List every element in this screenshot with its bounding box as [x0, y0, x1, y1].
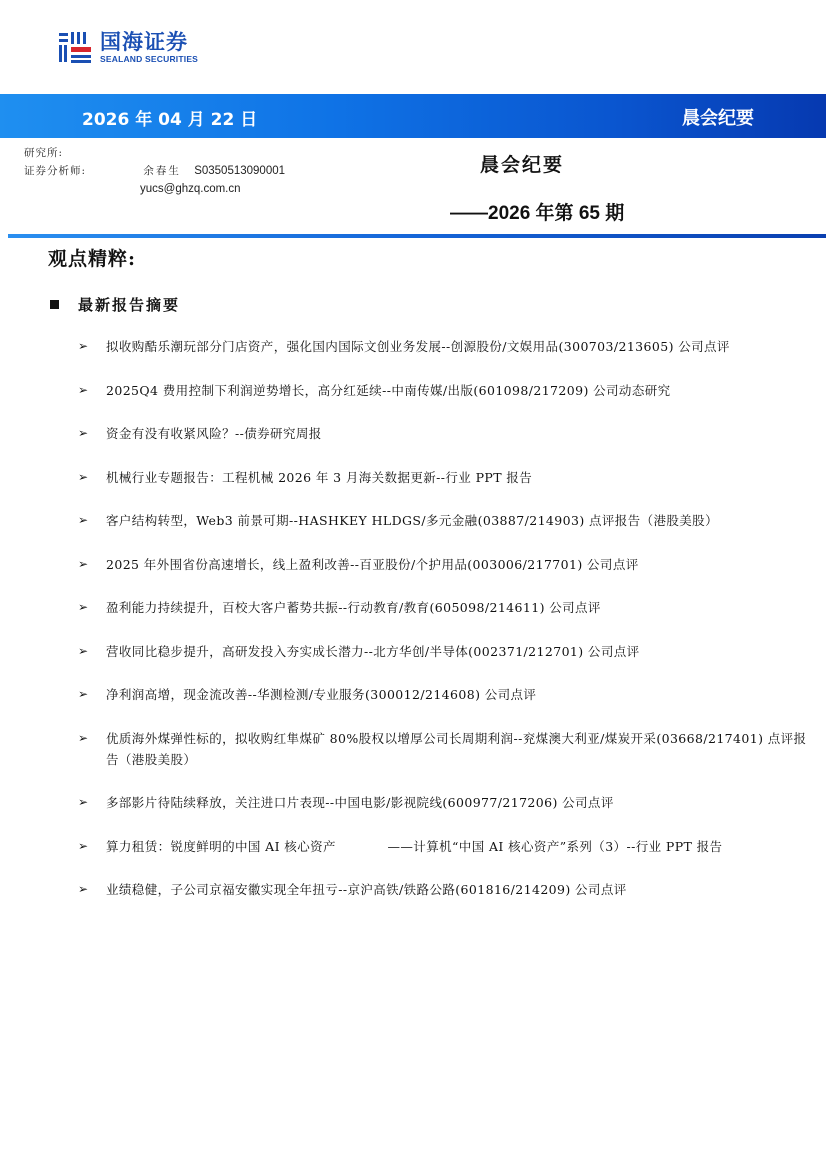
logo-english-name: SEALAND SECURITIES [100, 53, 199, 64]
sealand-logo-icon [58, 30, 92, 64]
arrow-bullet-icon: ➢ [78, 600, 89, 614]
report-date: 2026 年 04 月 22 日 [82, 110, 258, 130]
square-bullet-icon [50, 300, 59, 309]
header-banner [0, 94, 826, 138]
arrow-bullet-icon: ➢ [78, 687, 89, 701]
list-item[interactable] [78, 336, 808, 357]
arrow-bullet-icon: ➢ [78, 795, 89, 809]
list-item-text: 净利润高增，现金流改善--华测检测/专业服务(300012/214608) 公司点评 [106, 687, 537, 702]
logo-chinese-name: 国海证券 [100, 29, 188, 54]
list-item-text: 营收同比稳步提升，高研发投入夯实成长潜力--北方华创/半导体(002371/212701) 公司点评 [106, 643, 640, 659]
arrow-bullet-icon: ➢ [78, 469, 89, 484]
list-item[interactable] [78, 510, 808, 531]
arrow-bullet-icon: ➢ [78, 556, 89, 571]
institute-label: 研究所: [24, 147, 64, 159]
arrow-bullet-icon: ➢ [78, 643, 89, 658]
document-title: 晨会纪要 [480, 154, 565, 176]
subsection-heading [50, 294, 180, 315]
list-item-text: 优质海外煤弹性标的，拟收购红隼煤矿 80%股权以增厚公司长周期利润--兖煤澳大利亚/煤炭开采(03668/217401) 点评报告（港股美股） [106, 730, 807, 767]
list-item[interactable] [78, 728, 808, 770]
list-item[interactable] [78, 380, 808, 401]
list-item[interactable] [78, 792, 808, 813]
analyst-name: 余春生 [143, 165, 181, 177]
document-issue: ——2026 年第 65 期 [450, 203, 625, 224]
list-item-text: 业绩稳健，子公司京福安徽实现全年扭亏--京沪高铁/铁路公路(601816/214209) 公司点评 [106, 882, 627, 897]
list-item-text: 拟收购酷乐潮玩部分门店资产，强化国内国际文创业务发展--创源股份/文娱用品(300703/213605) 公司点评 [106, 339, 730, 354]
analyst-email[interactable]: yucs@ghzq.com.cn [140, 183, 241, 195]
list-item-text: 客户结构转型，Web3 前景可期--HASHKEY HLDGS/多元金融(03887/214903) 点评报告（港股美股） [106, 513, 718, 528]
analyst-label: 证券分析师: [24, 165, 87, 177]
arrow-bullet-icon: ➢ [78, 382, 89, 397]
list-item[interactable] [78, 836, 808, 857]
list-item-text: 2025Q4 费用控制下利润逆势增长，高分红延续--中南传媒/出版(601098/217209) 公司动态研究 [106, 382, 671, 398]
analyst-info [24, 144, 285, 198]
arrow-bullet-icon: ➢ [78, 339, 89, 353]
list-item[interactable] [78, 423, 808, 444]
list-item-text: 算力租赁：锐度鲜明的中国 AI 核心资产 ——计算机“中国 AI 核心资产”系列（3）--行业 PPT 报告 [106, 838, 723, 854]
header-divider [8, 234, 826, 238]
arrow-bullet-icon: ➢ [78, 838, 89, 853]
company-logo [58, 30, 198, 64]
arrow-bullet-icon: ➢ [78, 426, 89, 440]
list-item[interactable] [78, 641, 808, 662]
analyst-id: S0350513090001 [194, 165, 286, 177]
list-item[interactable] [78, 879, 808, 900]
list-item-text: 机械行业专题报告：工程机械 2026 年 3 月海关数据更新--行业 PPT 报告 [106, 469, 533, 485]
list-item-text: 资金有没有收紧风险？--债券研究周报 [106, 426, 322, 441]
subsection-title: 最新报告摘要 [78, 296, 181, 314]
arrow-bullet-icon: ➢ [78, 513, 89, 527]
list-item[interactable] [78, 467, 808, 488]
arrow-bullet-icon: ➢ [78, 730, 89, 745]
arrow-bullet-icon: ➢ [78, 882, 89, 896]
list-item[interactable] [78, 684, 808, 705]
list-item[interactable] [78, 597, 808, 618]
list-item-text: 2025 年外围省份高速增长，线上盈利改善--百亚股份/个护用品(003006/217701) 公司点评 [106, 556, 639, 572]
list-item-text: 多部影片待陆续释放，关注进口片表现--中国电影/影视院线(600977/217206) 公司点评 [106, 795, 614, 810]
section-title: 观点精粹: [48, 248, 137, 270]
banner-title: 晨会纪要 [682, 108, 754, 129]
list-item-text: 盈利能力持续提升，百校大客户蓄势共振--行动教育/教育(605098/214611) 公司点评 [106, 600, 601, 615]
list-item[interactable] [78, 554, 808, 575]
report-list [78, 336, 808, 923]
